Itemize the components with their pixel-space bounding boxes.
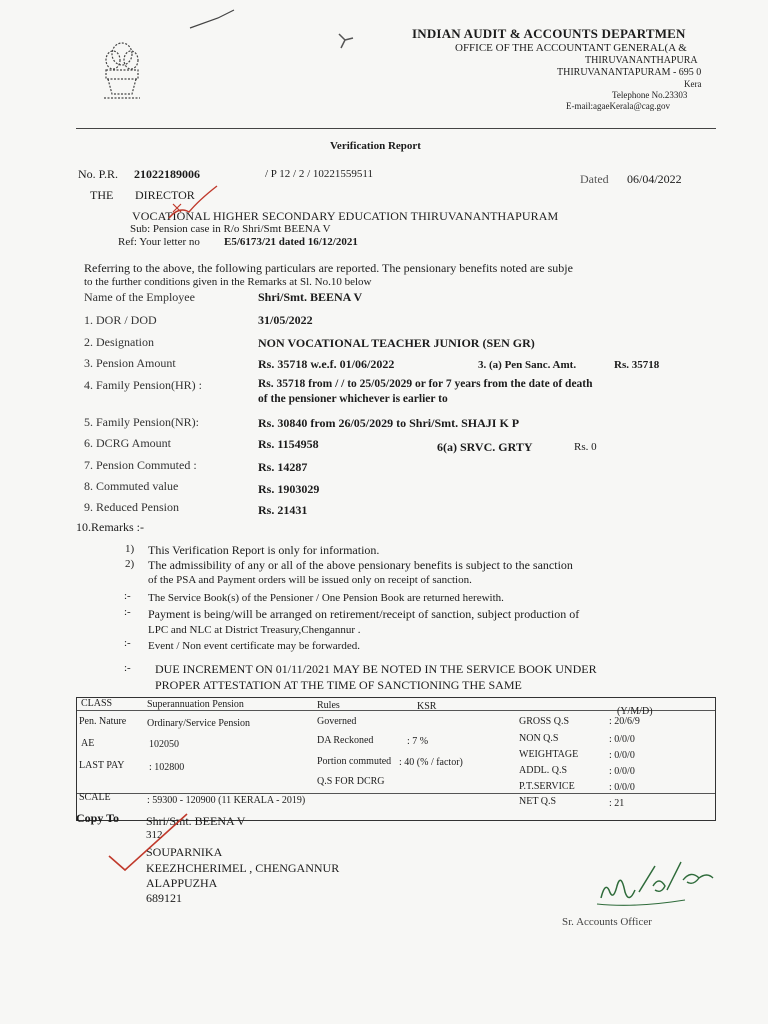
- copy-to-line-2: KEEZHCHERIMEL , CHENGANNUR: [146, 861, 340, 875]
- ymd-label: (Y/M/D): [617, 706, 653, 717]
- last-pay-label: LAST PAY: [79, 760, 125, 771]
- intro-line-2: to the further conditions given in the Remarks at Sl. No.10 below: [84, 276, 372, 288]
- rules-value: KSR: [417, 701, 437, 712]
- designation-label: 2. Designation: [84, 335, 154, 349]
- class-label: CLASS: [81, 698, 113, 709]
- ae-value: 102050: [149, 739, 179, 750]
- pension-amount-label: 3. Pension Amount: [84, 356, 176, 370]
- governed-label: Governed: [317, 716, 357, 727]
- telephone-line: Telephone No.23303: [612, 90, 688, 100]
- pt-service-label: P.T.SERVICE: [519, 781, 575, 792]
- pension-commuted-value: Rs. 14287: [258, 460, 308, 474]
- pt-service-value: : 0/0/0: [609, 782, 635, 793]
- designation-value: NON VOCATIONAL TEACHER JUNIOR (SEN GR): [258, 336, 535, 350]
- class-value: Superannuation Pension: [147, 699, 244, 710]
- department-title: INDIAN AUDIT & ACCOUNTS DEPARTMEN: [412, 26, 686, 41]
- reduced-pension-value: Rs. 21431: [258, 503, 308, 517]
- pen-nature-value: Ordinary/Service Pension: [147, 718, 251, 729]
- dcrg-value: Rs. 1154958: [258, 437, 319, 451]
- net-qs-label: NET Q.S: [519, 796, 557, 807]
- dated-label: Dated: [580, 172, 609, 186]
- address-line: THIRUVANANTAPURAM - 695 0: [557, 67, 702, 78]
- intro-line-1: Referring to the above, the following particulars are reported. The pensionary benefits noted are subje: [84, 261, 573, 275]
- national-emblem-icon: [98, 38, 146, 104]
- state-line: Kera: [684, 79, 702, 89]
- remark-4-num: :-: [124, 606, 131, 618]
- handwritten-signature: [595, 852, 725, 912]
- last-pay-value: : 102800: [149, 762, 185, 773]
- net-qs-value: : 21: [609, 798, 625, 809]
- pr-number: 21022189006: [134, 167, 200, 181]
- dor-label: 1. DOR / DOD: [84, 313, 157, 327]
- reduced-pension-label: 9. Reduced Pension: [84, 500, 179, 514]
- weightage-value: : 0/0/0: [609, 750, 635, 761]
- remark-4-line-1: Payment is being/will be arranged on retirement/receipt of sanction, subject production of: [148, 607, 580, 621]
- box-divider-bottom: [77, 793, 715, 794]
- addressee-title: DIRECTOR: [135, 188, 195, 202]
- rules-label: Rules: [317, 700, 340, 711]
- pension-details-box: [76, 697, 716, 821]
- stamp-mark-icon: [335, 30, 357, 52]
- dor-value: 31/05/2022: [258, 313, 313, 327]
- remark-6-line-1: DUE INCREMENT ON 01/11/2021 MAY BE NOTED IN THE SERVICE BOOK UNDER: [155, 662, 597, 676]
- pen-sanc-label: 3. (a) Pen Sanc. Amt.: [478, 359, 577, 371]
- non-qs-value: : 0/0/0: [609, 734, 635, 745]
- employee-name-value: Shri/Smt. BEENA V: [258, 290, 363, 304]
- gross-qs-label: GROSS Q.S: [519, 716, 570, 727]
- commuted-value-value: Rs. 1903029: [258, 482, 320, 496]
- copy-to-line-1: SOUPARNIKA: [146, 845, 223, 859]
- addressee-office: VOCATIONAL HIGHER SECONDARY EDUCATION THIRUVANANTHAPURAM: [132, 209, 559, 223]
- portion-commuted-label: Portion commuted: [317, 756, 392, 767]
- employee-name-label: Name of the Employee: [84, 290, 195, 304]
- pen-sanc-value: Rs. 35718: [614, 359, 660, 371]
- header-divider: [76, 128, 716, 129]
- file-number: / P 12 / 2 / 10221559511: [265, 168, 373, 180]
- subject-line: Sub: Pension case in R/o Shri/Smt BEENA V: [130, 223, 331, 235]
- email-line: E-mail:agaeKerala@cag.gov: [566, 101, 670, 111]
- red-pen-tick: [165, 182, 220, 222]
- family-pension-nr-value: Rs. 30840 from 26/05/2029 to Shri/Smt. SHAJI K P: [258, 416, 520, 430]
- copy-to-house-no: 312: [146, 829, 163, 841]
- red-checkmark-icon: [105, 812, 190, 874]
- ref-prefix: Ref: Your letter no: [118, 236, 200, 248]
- remark-1: This Verification Report is only for information.: [148, 543, 380, 557]
- qs-for-dcrg-label: Q.S FOR DCRG: [317, 776, 385, 787]
- pr-label: No. P.R.: [78, 167, 119, 181]
- remark-2-line-1: The admissibility of any or all of the above pensionary benefits is subject to the sanction: [148, 558, 573, 572]
- pension-amount-value: Rs. 35718 w.e.f. 01/06/2022: [258, 357, 395, 371]
- pen-stroke-mark: [188, 8, 238, 32]
- da-reckoned-label: DA Reckoned: [317, 735, 374, 746]
- remark-5: Event / Non event certificate may be forwarded.: [148, 640, 360, 652]
- gross-qs-value: : 20/6/9: [609, 716, 640, 727]
- commuted-value-label: 8. Commuted value: [84, 479, 179, 493]
- report-date: 06/04/2022: [627, 172, 682, 186]
- srvc-grty-label: 6(a) SRVC. GRTY: [437, 440, 533, 454]
- addl-qs-value: : 0/0/0: [609, 766, 635, 777]
- ae-label: AE: [81, 738, 95, 749]
- dcrg-label: 6. DCRG Amount: [84, 436, 172, 450]
- addressee-the: THE: [90, 188, 114, 202]
- pen-nature-label: Pen. Nature: [79, 716, 127, 727]
- remark-6-num: :-: [124, 662, 131, 674]
- portion-commuted-value: : 40 (% / factor): [399, 757, 463, 768]
- remark-2-num: 2): [125, 558, 135, 570]
- ref-letter: E5/6173/21 dated 16/12/2021: [224, 236, 358, 248]
- remark-5-num: :-: [124, 637, 131, 649]
- remarks-label: 10.Remarks :-: [76, 520, 144, 534]
- family-pension-hr-value-1: Rs. 35718 from / / to 25/05/2029 or for 7 years from the date of death: [258, 378, 593, 390]
- pension-commuted-label: 7. Pension Commuted :: [84, 458, 197, 472]
- remark-6-line-2: PROPER ATTESTATION AT THE TIME OF SANCTIONING THE SAME: [155, 678, 522, 692]
- signatory-designation: Sr. Accounts Officer: [562, 916, 652, 928]
- remark-2-line-2: of the PSA and Payment orders will be issued only on receipt of sanction.: [148, 574, 472, 586]
- copy-to-line-3: ALAPPUZHA: [146, 876, 218, 890]
- remark-1-num: 1): [125, 543, 135, 555]
- weightage-label: WEIGHTAGE: [519, 749, 579, 760]
- family-pension-nr-label: 5. Family Pension(NR):: [84, 415, 200, 429]
- da-reckoned-value: : 7 %: [407, 736, 429, 747]
- scale-value: : 59300 - 120900 (11 KERALA - 2019): [147, 795, 306, 806]
- office-line-1: OFFICE OF THE ACCOUNTANT GENERAL(A &: [455, 42, 687, 54]
- family-pension-hr-label: 4. Family Pension(HR) :: [84, 378, 203, 392]
- addl-qs-label: ADDL. Q.S: [519, 765, 568, 776]
- remark-4-line-2: LPC and NLC at District Treasury,Chengannur .: [148, 624, 361, 636]
- copy-to-label: Copy To: [76, 811, 120, 825]
- srvc-grty-value: Rs. 0: [574, 441, 597, 453]
- scale-label: SCALE: [79, 792, 111, 803]
- report-title: Verification Report: [330, 140, 421, 152]
- remark-3-num: :-: [124, 590, 131, 602]
- office-line-2: THIRUVANANTHAPURA: [585, 55, 698, 66]
- copy-to-name: Shri/Smt. BEENA V: [146, 814, 246, 828]
- non-qs-label: NON Q.S: [519, 733, 559, 744]
- copy-to-pin: 689121: [146, 891, 182, 905]
- family-pension-hr-value-2: of the pensioner whichever is earlier to: [258, 393, 448, 405]
- remark-3: The Service Book(s) of the Pensioner / One Pension Book are returned herewith.: [148, 592, 504, 604]
